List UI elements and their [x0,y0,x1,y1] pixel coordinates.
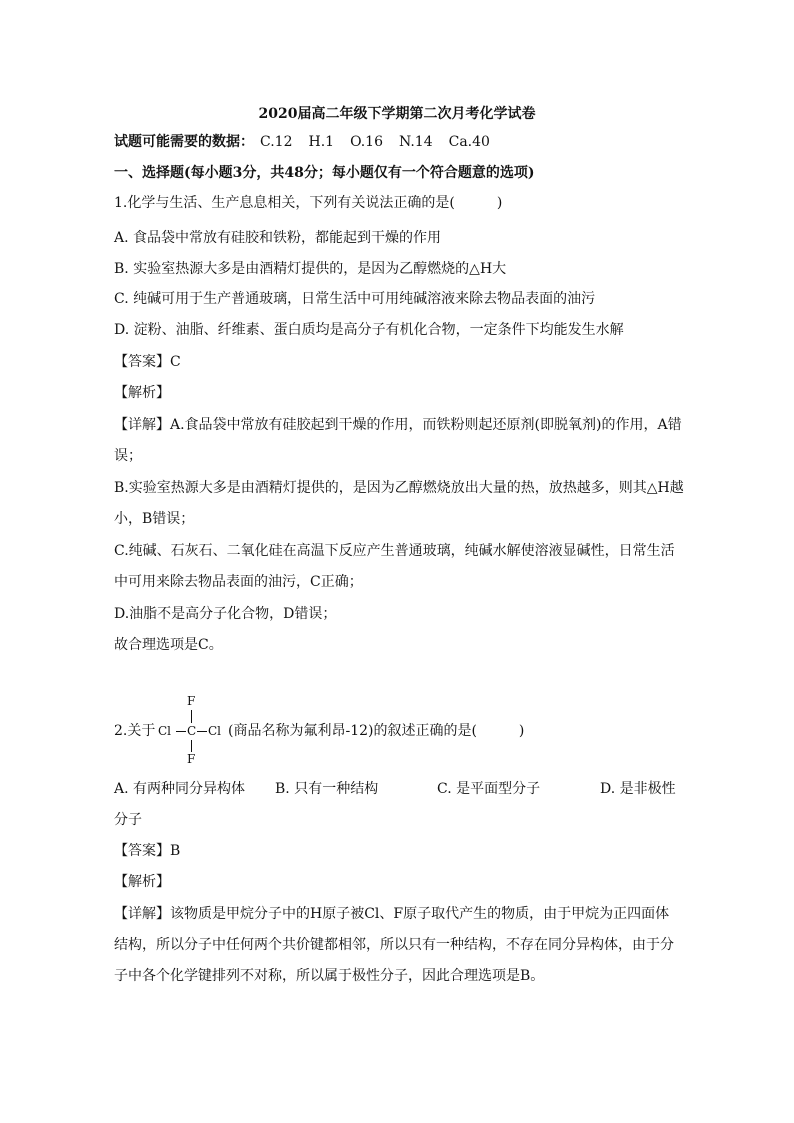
question-2-option-b: B. 只有一种结构 [275,781,379,797]
bond-bottom [191,740,192,752]
bond-left [176,731,186,732]
question-2-detail-line: 结构，所以分子中任何两个共价键都相邻，所以只有一种结构，不存在同分异构体，由于分 [114,937,674,953]
question-1-option-b: B. 实验室热源大多是由酒精灯提供的，是因为乙醇燃烧的△H大 [114,261,507,277]
atomic-data-item: C.12 [260,134,293,150]
question-1-detail-line: C.纯碱、石灰石、二氧化硅在高温下反应产生普通玻璃，纯碱水解使溶液显碱性，日常生活 [114,543,675,559]
atom-cl-left: Cl [158,724,172,738]
question-2-detail-line: 子中各个化学键排列不对称，所以属于极性分子，因此合理选项是B。 [114,968,545,984]
question-1-analysis-label: 【解析】 [114,385,170,401]
question-2-option-c: C. 是平面型分子 [437,781,541,797]
question-2-prefix: 2.关于 [114,723,156,739]
atom-f-top: F [187,694,196,708]
atomic-data-item: N.14 [398,134,433,150]
question-1-detail-line: B.实验室热源大多是由酒精灯提供的，是因为乙醇燃烧放出大量的热，放热越多，则其△H越 [114,480,684,496]
atom-f-bottom: F [187,752,196,766]
bond-right [197,731,207,732]
question-2-option-a: A. 有两种同分异构体 [114,781,246,797]
question-1-detail-line: 故合理选项是C。 [114,637,223,653]
question-1-option-c: C. 纯碱可用于生产普通玻璃，日常生活中可用纯碱溶液来除去物品表面的油污 [114,291,596,307]
question-2-answer: 【答案】B [114,843,181,859]
question-2-analysis-label: 【解析】 [114,874,170,890]
atom-c-center: C [187,724,197,738]
question-1-stem: 1.化学与生活、生产息息相关，下列有关说法正确的是( ) [114,195,503,211]
atom-cl-right: Cl [208,724,222,738]
question-1-detail-line: 中可用来除去物品表面的油污，C正确； [114,574,363,590]
page-title: 2020届高二年级下学期第二次月考化学试卷 [258,106,536,122]
atomic-data-label: 试题可能需要的数据： [114,134,254,150]
question-1-detail-line: 【详解】A.食品袋中常放有硅胶起到干燥的作用，而铁粉则起还原剂(即脱氧剂)的作用，A错 [114,417,682,433]
bond-top [191,710,192,723]
section-heading: 一、选择题(每小题3分，共48分；每小题仅有一个符合题意的选项) [114,165,535,181]
question-1-detail-line: 小，B错误； [114,511,195,527]
question-1-answer: 【答案】C [114,354,181,370]
atomic-data-row [114,132,506,152]
atomic-data-item: H.1 [308,134,335,150]
question-2-detail-line: 【详解】该物质是甲烷分子中的H原子被Cl、F原子取代产生的物质，由于甲烷为正四面体 [114,906,670,922]
question-2-option-wrap: 分子 [114,812,142,828]
question-1-detail-line: D.油脂不是高分子化合物，D错误； [114,606,337,622]
question-1-detail-line: 误； [114,448,142,464]
atomic-data-item: O.16 [350,134,383,150]
question-2-option-d: D. 是非极性 [600,781,676,797]
atomic-data-item: Ca.40 [448,134,490,150]
question-2-suffix: (商品名称为氟利昂-12)的叙述正确的是( ) [228,723,525,739]
question-1-option-a: A. 食品袋中常放有硅胶和铁粉，都能起到干燥的作用 [114,230,442,246]
question-1-option-d: D. 淀粉、油脂、纤维素、蛋白质均是高分子有机化合物，一定条件下均能发生水解 [114,322,624,338]
